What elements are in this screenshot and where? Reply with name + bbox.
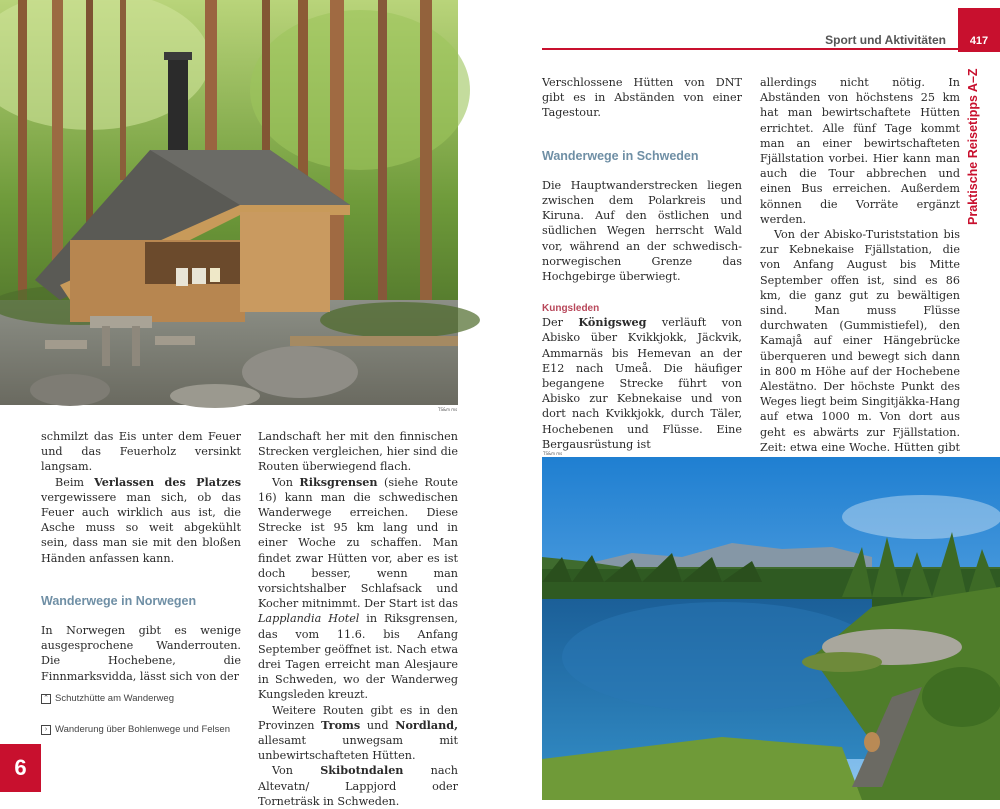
paragraph: Weitere Routen gibt es in den Provinzen Troms und Nordland, allesamt unwegsam mit unbewirtschafteten Hütten. xyxy=(258,703,458,763)
paragraph: Von Skibotndalen nach Altevatn/ Lappjord oder Torneträsk in Schweden. xyxy=(258,763,458,808)
subheading-kungsleden: Kungsleden xyxy=(542,303,600,315)
paragraph: Landschaft her mit den finnischen Strecken vergleichen, hier sind die Routen überwiegend flach. xyxy=(258,430,458,474)
chevron-right-icon: › xyxy=(41,725,51,735)
text-column-4 xyxy=(760,75,960,470)
running-header-title: Sport und Aktivitäten xyxy=(825,33,946,47)
section-heading-norwegen: Wanderwege in Norwegen xyxy=(41,593,197,608)
paragraph: schmilzt das Eis unter dem Feuer und das Feuerholz versinkt langsam. xyxy=(41,430,241,474)
section-heading-schweden: Wanderwege in Schweden xyxy=(542,148,699,163)
page-number-right: 417 xyxy=(958,8,1000,52)
caret-up-icon: ⌃ xyxy=(41,694,51,704)
photo-forest-shelter xyxy=(0,0,458,405)
side-tab-label: Praktische Reisetipps A–Z xyxy=(966,68,980,225)
paragraph: Der Königsweg verläuft von Abisko über Kvikkjokk, Jäckvik, Ammarnäs bis Hemevan an der E12 nach Umeå. Die häufiger begangene Strecke führt von Abisko zur Kebnekaise und von dort nach Kvikkjokk, durch Täler, Hochebenen und Flüsse. Eine Bergausrüstung ist xyxy=(542,315,742,451)
caption-text: Wanderung über Bohlenwege und Felsen xyxy=(55,724,230,735)
paragraph: allerdings nicht nötig. In Abständen von höchstens 25 km hat man bewirtschaftete Hütten errichtet. Alle fünf Tage kommt man an einer bewirtschafteten Fjällstation vorbei. Hier kann man auch die Tour abbrechen und einen Bus erreichen. Außerdem können die Vorräte ergänzt werden. xyxy=(760,76,960,226)
text-column-3 xyxy=(542,75,742,452)
paragraph: Von der Abisko-Turiststation bis zur Kebnekaise Fjällstation, die von Anfang August bis Mitte September offen ist, sind es 86 km, die ganz gut zu bewältigen sind. Man muss Flüsse durchwaten (Gummistiefel), den Kamajå auf einer Hängebrücke überqueren und bewegt sich dann in 800 m Höhe auf der Hochebene Alestätno. Der höchste Punkt des Weges liegt beim Singitjäkka-Hang auf etwa 1000 m. Von dort aus geht es abwärts zur Fjällstation. Zeit: etwa eine Woche. Hütten gibt xyxy=(760,228,960,454)
photo-credit-forest: TS&m ms xyxy=(438,407,458,412)
paragraph: Beim Verlassen des Platzes vergewissere man sich, ob das Feuer auch wirklich aus ist, die Asche muss so weit abgekühlt sein, dass man sie mit den bloßen Händen anfassen kann. xyxy=(41,474,241,565)
paragraph: In Norwegen gibt es wenige ausgesprochene Wanderrouten. Die Hochebene, die Finnmarksvidda, lässt sich von der xyxy=(41,624,241,683)
photo-credit-lake: TS&m ms xyxy=(543,451,563,456)
photo-lake-landscape xyxy=(542,457,1000,800)
caption-boardwalk xyxy=(41,724,230,735)
caption-shelter xyxy=(41,693,174,704)
page-number-left: 6 xyxy=(0,744,41,792)
text-column-1 xyxy=(41,429,241,684)
paragraph: Verschlossene Hütten von DNT gibt es in Abständen von einer Tagestour. xyxy=(542,76,742,120)
caption-text: Schutzhütte am Wanderweg xyxy=(55,693,174,704)
paragraph: Von Riksgrensen (siehe Route 16) kann man die schwedischen Wanderwege erreichen. Diese Strecke ist 95 km lang und in einer Woche zu schaffen. Man findet zwar Hütten vor, aber es ist doch besser, wenn man vorsichtshalber Schlafsack und Kocher mitnimmt. Der Start ist das Lapplandia Hotel in Riksgrensen, das vom 11.6. bis Anfang September geöffnet ist. Nach etwa drei Tagen erreicht man Alesjaure in Schweden, wo der Wanderweg Kungsleden kreuzt. xyxy=(258,474,458,702)
paragraph: Die Hauptwanderstrecken liegen zwischen dem Polarkreis und Kiruna. Auf den östlichen und südlichen Wegen herrscht Wald vor, während an der schwedisch-norwegischen Grenze das Hochgebirge überwiegt. xyxy=(542,178,742,284)
text-column-2 xyxy=(258,429,458,809)
header-rule xyxy=(542,48,958,50)
